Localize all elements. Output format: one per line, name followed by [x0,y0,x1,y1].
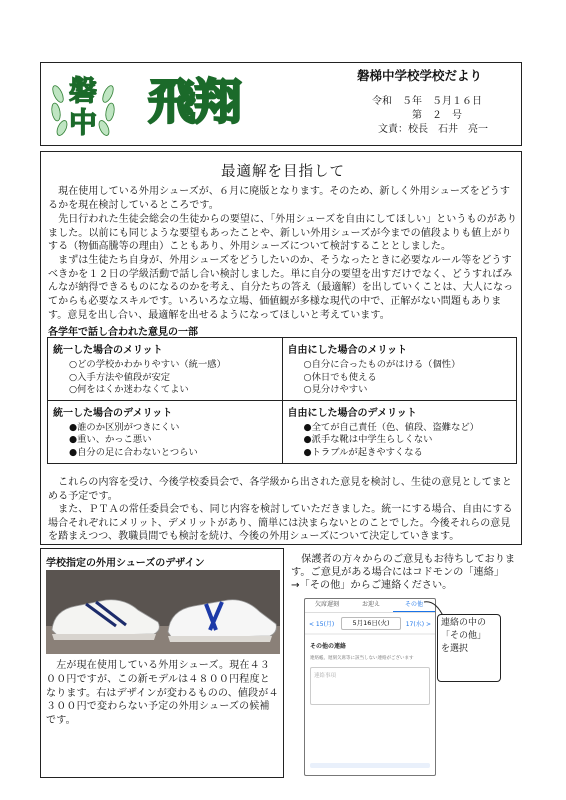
shoes-photo [46,570,280,654]
list-item: ●重い、かっこ悪い [69,434,152,446]
list-item: ●トラブルが起きやすくなる [303,446,423,458]
list-item: ○自分に合ったものがはける（個性） [303,359,461,370]
unified-merits-cell [48,338,283,401]
feedback-line-2: →「その他」からご連絡ください。 [291,580,453,592]
callout-line-1: 連絡の中の [441,618,487,628]
issue-date: 令和 ５年 ５月１６日 [372,96,482,107]
opinions-table [47,337,517,464]
callout-line-3: を選択 [441,644,469,654]
section-label: 各学年で話し合われた意見の一部 [48,327,198,338]
article-paragraph-1: 現在使用している外用シューズが、６月に廃版となります。そのため、新しく外用シューズをどうするかを現在検討しているところです。 [48,186,510,211]
tab-other[interactable]: その他 [393,599,435,612]
issue-number: 第 ２ 号 [412,110,462,121]
list-item: ●誰のか区別がつきにくい [69,421,180,433]
shoes-description: 左が現在使用している外用シューズ。現在４３００円ですが、この新モデルは４８００円程度となります。右はデザインが変わるものの、値段が４３００円で変わらない予定の外用シューズの候補です。 [46,660,279,727]
author-line: 文責：校長 石井 亮一 [378,124,488,135]
list-item: ●自分の足に合わないとつらい [69,446,198,458]
next-day-link[interactable]: 17(水) > [405,621,431,628]
list-item: ○入手方法や値段が安定 [69,371,171,383]
list-item: ○どの学校かわかりやすい（統一感） [69,359,226,370]
bottom-bar [310,763,430,768]
callout-note [437,614,501,682]
article-paragraph-3: まずは生徒たち自身が、外用シューズをどうしたいのか、そうなったときに必要なルール等をどうすべきかを１２日の学級活動で話し合い検討しました。単に自分の要望を出すだけでなく、どうすればみんなが納得できるものになるのかを考え、自分たちの答え（最適解）を出していくことは、大人になってからも必要なスキルです。いろいろな立場、価値観が多様な現代の中で、正解がない問題もあります。意見を出し合い、最適解を出せるようになってほしいと考えています。 [48,255,514,321]
tab-pickup[interactable]: お迎え [361,601,380,608]
other-section-title: その他の連絡 [310,643,347,650]
list-item: ○見分けやすい [303,384,368,396]
article-paragraph-5: また、ＰＴＡの常任委員会でも、同じ内容を検討していただきました。統一にする場合、自由にする場合それぞれにメリット、デメリットがあり、簡単には決まらないとのことでした。今後それらの意見を踏まえつつ、教職員間でも検討を続け、今後の外用シューズについて決定していきます。 [48,504,513,543]
svg-text:磐: 磐 [68,74,98,107]
list-item: ○休日でも使える [303,371,377,383]
article-paragraph-4: これらの内容を受け、今後学校委員会で、各学級から出された意見を検討し、生徒の意見としてまとめる予定です。 [48,477,512,502]
svg-text:中: 中 [68,106,98,139]
divider [305,612,435,613]
divider [305,633,435,635]
unified-demerits-cell [48,400,283,463]
other-section-note: 連絡帳、遅刻欠席等に該当しない連絡がございます [310,656,414,661]
list-item: ●全てが自己責任（色、値段、盗難など） [303,421,479,433]
date-selector[interactable]: 5月16日(火) [341,617,401,630]
prev-day-link[interactable]: < 15(月) [309,621,335,628]
callout-line-2: 「その他」 [441,631,487,641]
article-title: 最適解を目指して [221,164,345,180]
newsletter-title: 飛翔 [148,74,241,130]
feedback-text [291,553,517,593]
cell-heading: 統一した場合のデメリット [53,407,173,419]
school-name: 磐梯中学校学校だより [357,68,483,83]
free-merits-cell [282,338,517,401]
cell-heading: 自由にした場合のデメリット [287,407,417,419]
feedback-line-1: 保護者の方々からのご意見もお待ちしております。ご意見がある場合にはコドモンの「連絡」 [291,554,516,579]
free-demerits-cell [282,400,517,463]
list-item: ○何をはくか迷わなくてよい [69,384,189,396]
article-paragraph-2: 先日行われた生徒会総会の生徒からの要望に、「外用シューズを自由にしてほしい」というものがありました。以前にも同じような要望もあったことや、新しい外用シューズが今までの値段よりも値上がりする（物価高騰等の理由）こともあり、外用シューズについて検討することとしました。 [48,214,517,253]
cell-heading: 自由にした場合のメリット [287,345,408,356]
shoes-box-title: 学校指定の外用シューズのデザイン [46,558,205,569]
list-item: ●派手な靴は中学生らしくない [303,434,433,446]
school-logo [48,64,118,144]
cell-heading: 統一した場合のメリット [53,345,163,356]
tab-absence[interactable]: 欠席遅刻 [314,601,339,608]
app-screenshot [304,598,436,776]
message-textarea[interactable]: 連絡事項 [310,667,430,705]
